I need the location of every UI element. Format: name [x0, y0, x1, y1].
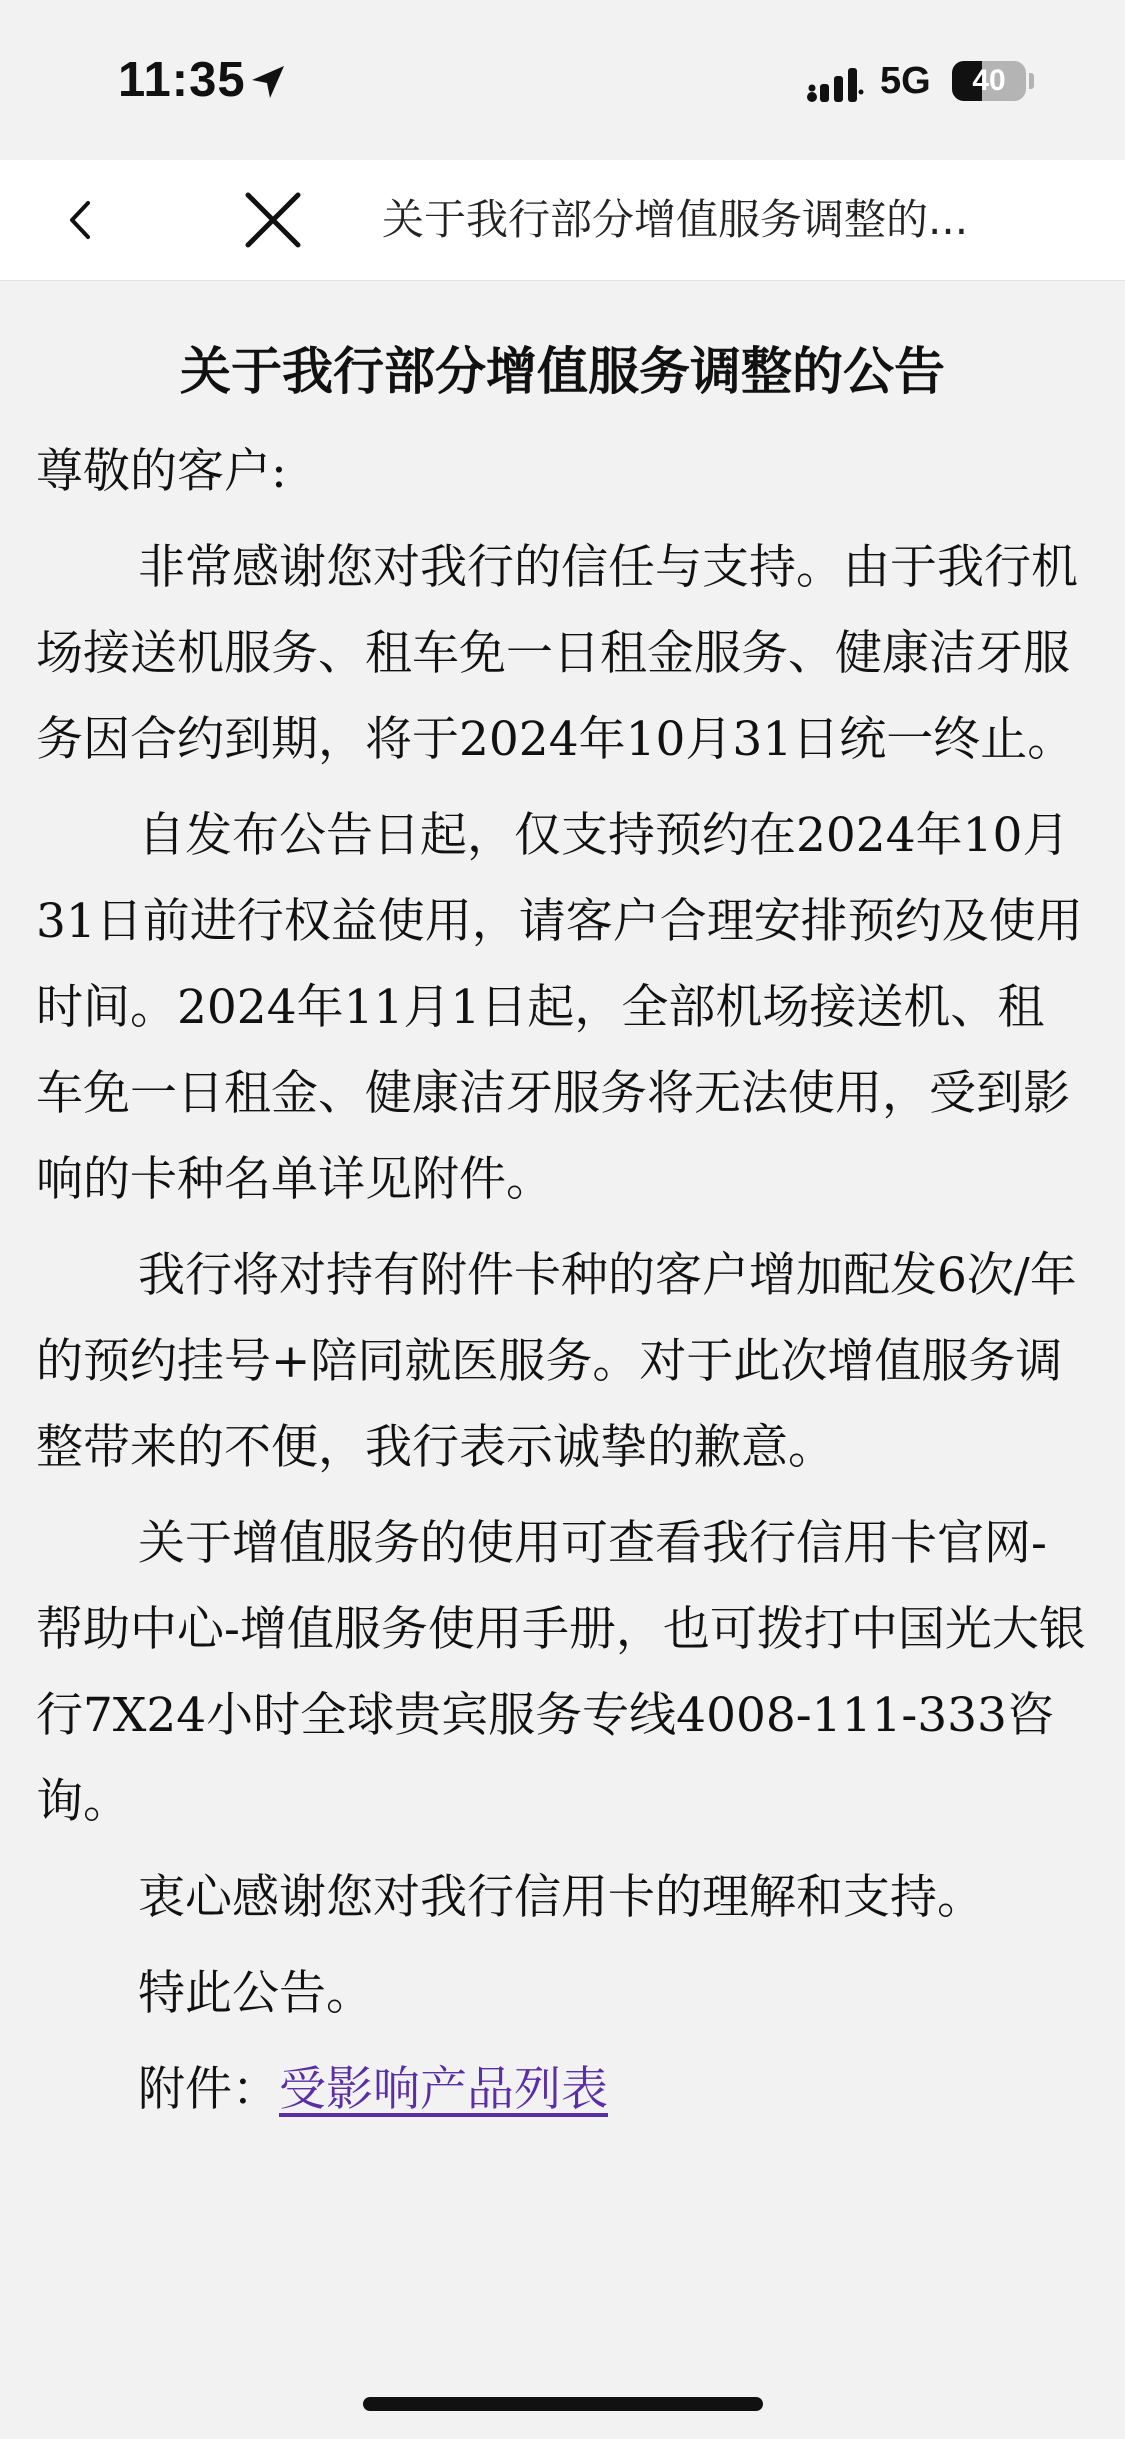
notice-article: [0, 429, 1125, 2133]
thanks-line: 衷心感谢您对我行信用卡的理解和支持。: [138, 1870, 984, 1925]
cellular-signal-icon: [806, 66, 864, 104]
nav-title: 关于我行部分增值服务调整的...: [382, 195, 969, 244]
battery-cap: [1029, 73, 1034, 89]
close-button[interactable]: [240, 187, 306, 253]
notice-paragraph: 非常感谢您对我行的信任与支持。由于我行机场接送机服务、租车免一日租金服务、健康洁牙服务因合约到期，将于2024年10月31日统一终止。: [36, 540, 1078, 767]
notice-paragraph: 自发布公告日起，仅支持预约在2024年10月31日前进行权益使用，请客户合理安排预约及使用时间。2024年11月1日起，全部机场接送机、租车免一日租金、健康洁牙服务将无法使用，受到影响的卡种名单详见附件。: [36, 808, 1083, 1207]
notice-title: 关于我行部分增值服务调整的公告: [179, 343, 945, 402]
battery-icon: [952, 61, 1026, 101]
location-arrow-icon: [248, 62, 288, 102]
notice-paragraph: 我行将对持有附件卡种的客户增加配发6次/年的预约挂号+陪同就医服务。对于此次增值服务调整带来的不便，我行表示诚挚的歉意。: [36, 1248, 1077, 1475]
nav-bar: [0, 160, 1125, 281]
close-x-icon: [240, 187, 306, 253]
salutation: 尊敬的客户:: [36, 444, 287, 499]
network-type-label: 5G: [880, 60, 931, 102]
attachment-line: [36, 2047, 1089, 2133]
attachment-label: 附件：: [138, 2062, 279, 2117]
battery-level-label: 40: [972, 64, 1006, 97]
back-button[interactable]: [50, 187, 116, 253]
back-chevron-icon: [50, 187, 116, 253]
status-time: 11:35: [118, 53, 246, 107]
notice-content: [0, 281, 1125, 2133]
home-indicator: [363, 2397, 763, 2411]
notice-paragraph: 关于增值服务的使用可查看我行信用卡官网-帮助中心-增值服务使用手册，也可拨打中国光大银行7X24小时全球贵宾服务专线4008-111-333咨询。: [36, 1516, 1086, 1829]
status-bar: [0, 0, 1125, 160]
attachment-link[interactable]: 受影响产品列表: [279, 2062, 608, 2117]
closing-line: 特此公告。: [138, 1966, 373, 2021]
